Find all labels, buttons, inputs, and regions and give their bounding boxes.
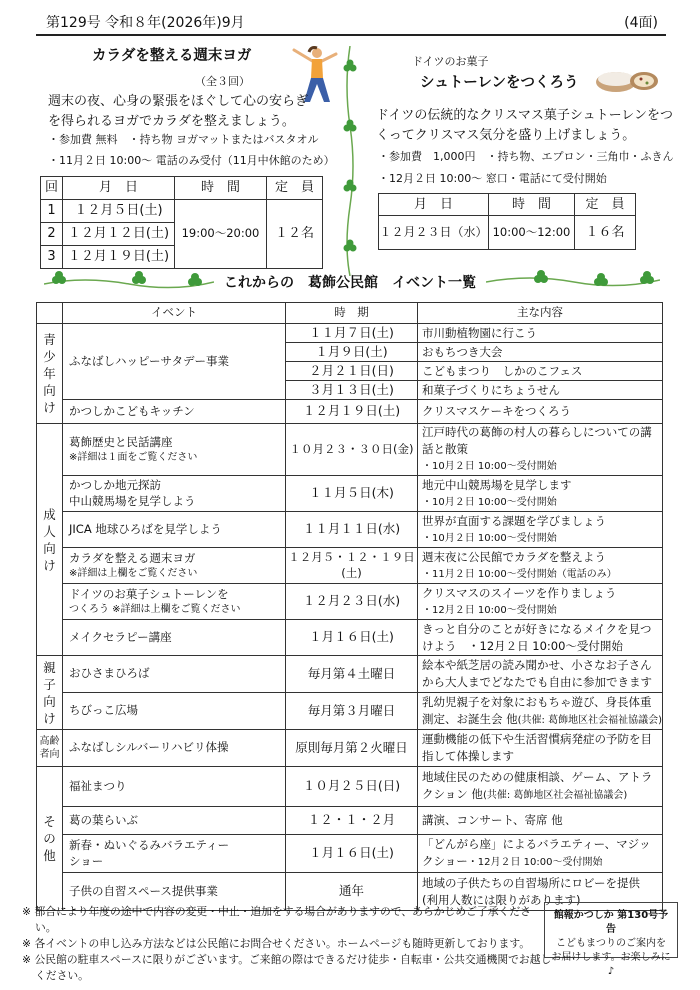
event-desc: 地域の子供たちの自習場所にロビーを提供 (利用人数には限りがあります) — [418, 873, 663, 911]
yoga-subtitle: （全３回） — [195, 75, 250, 88]
col-header: イベント — [63, 303, 286, 324]
category-adult: 成人向け — [37, 424, 63, 656]
event-name: ふなばしシルバーリハビリ体操 — [63, 730, 286, 767]
category-senior: 高齢者向 — [37, 730, 63, 767]
stollen-capacity: １６名 — [575, 216, 636, 250]
event-when: 毎月第３月曜日 — [286, 693, 418, 730]
event-when: １２月２３日(水) — [286, 584, 418, 620]
event-desc: 「どんがら座」によるバラエティー、マジックショー・12月２日 10:00～受付開始 — [418, 835, 663, 873]
event-desc: 市川動植物園に行こう — [418, 324, 663, 343]
event-desc: 江戸時代の葛飾の村人の暮らしについての講話と散策 ・10月２日 10:00～受付開始 — [418, 424, 663, 476]
event-when: １０月２５日(日) — [286, 767, 418, 807]
col-header: 定 員 — [575, 194, 636, 216]
col-header: 回 — [41, 177, 63, 200]
event-desc: クリスマスケーキをつくろう — [418, 400, 663, 424]
session-no: 3 — [41, 246, 63, 269]
stollen-schedule-table — [378, 193, 636, 250]
event-name: 福祉まつり — [63, 767, 286, 807]
event-desc: きっと自分のことが好きになるメイクを見つけよう ・12月２日 10:00～受付開始 — [418, 620, 663, 656]
stollen-time: 10:00～12:00 — [489, 216, 575, 250]
category-parent: 親子向け — [37, 656, 63, 730]
col-header: 月 日 — [63, 177, 175, 200]
session-capacity: １２名 — [267, 200, 323, 269]
stollen-subtitle: ドイツのお菓子 — [412, 55, 489, 68]
yoga-reception-info: ・11月２日 10:00～ 電話のみ受付（11月中休館のため） — [48, 154, 335, 167]
col-header: 時 間 — [489, 194, 575, 216]
page-header — [36, 6, 666, 36]
session-date: １２月５日(土) — [63, 200, 175, 223]
event-desc: こどもまつり しかのこフェス — [418, 362, 663, 381]
event-desc: 講演、コンサート、寄席 他 — [418, 807, 663, 835]
event-name: JICA 地球ひろばを見学しよう — [63, 512, 286, 548]
event-when: 原則毎月第２火曜日 — [286, 730, 418, 767]
event-when: １１月１１日(水) — [286, 512, 418, 548]
event-when: １月１６日(土) — [286, 835, 418, 873]
session-no: 1 — [41, 200, 63, 223]
event-when: １１月７日(土) — [286, 324, 418, 343]
category-youth: 青少年向け — [37, 324, 63, 424]
promo-line: こどもまつりのご案内を — [556, 938, 666, 949]
event-when: 通年 — [286, 873, 418, 911]
event-when: ２月２１日(日) — [286, 362, 418, 381]
event-name: かつしか地元探訪 中山競馬場を見学しよう — [63, 476, 286, 512]
event-when: １２月１９日(土) — [286, 400, 418, 424]
page-number: (4面) — [624, 15, 658, 31]
clover-vine-decoration — [340, 46, 360, 276]
event-name: おひさまひろば — [63, 656, 286, 693]
col-header: 時 間 — [175, 177, 267, 200]
event-desc: 地元中山競馬場を見学します ・10月２日 10:00～受付開始 — [418, 476, 663, 512]
event-name: 子供の自習スペース提供事業 — [63, 873, 286, 911]
col-header: 月 日 — [379, 194, 489, 216]
clover-vine-right — [486, 270, 660, 292]
event-desc: 地域住民のための健康相談、ゲーム、アトラクション 他(共催: 葛飾地区社会福祉協議会) — [418, 767, 663, 807]
event-name: ふなばしハッピーサタデー事業 — [63, 324, 286, 400]
event-when: １１月５日(木) — [286, 476, 418, 512]
stollen-description: ドイツの伝統的なクリスマス菓子シュトーレンをつくってクリスマス気分を盛り上げましょう。 — [376, 108, 673, 143]
clover-vine-left — [44, 270, 214, 292]
yoga-title: カラダを整える週末ヨガ — [92, 48, 252, 64]
events-title: これからの 葛飾公民館 イベント一覧 — [224, 275, 476, 291]
promo-line: お届けします。お楽しみに♪ — [551, 952, 671, 977]
event-desc: 乳幼児親子を対象におもちゃ遊び、身長体重測定、お誕生会 他(共催: 葛飾地区社会福祉協議会) — [418, 693, 663, 730]
event-when: １０月２３・３０日(金) — [286, 424, 418, 476]
event-when: １月１６日(土) — [286, 620, 418, 656]
yoga-description: 週末の夜、心身の緊張をほぐして心の安らぎを得られるヨガでカラダを整えましょう。 — [48, 94, 309, 129]
event-desc: 運動機能の低下や生活習慣病発症の予防を目指して体操します — [418, 730, 663, 767]
yoga-schedule-table — [40, 176, 323, 269]
session-time: 19:00～20:00 — [175, 200, 267, 269]
stollen-illustration — [592, 56, 662, 96]
next-issue-promo — [544, 902, 678, 977]
issue-label: 第129号 令和８年(2026年)9月 — [46, 15, 245, 31]
stollen-reception-info: ・12月２日 10:00～ 窓口・電話にて受付開始 — [378, 172, 607, 185]
col-header-blank — [37, 303, 63, 324]
event-when: １２・１・２月 — [286, 807, 418, 835]
note-item: ※ 各イベントの申し込み方法などは公民館にお問合せください。ホームページも随時更新しております。 — [22, 937, 531, 950]
stollen-fee-info: ・参加費 1,000円 ・持ち物、エプロン・三角巾・ふきん — [378, 150, 674, 163]
event-name: 葛の葉らいぶ — [63, 807, 286, 835]
event-name: 葛飾歴史と民話講座 ※詳細は１面をご覧ください — [63, 424, 286, 476]
session-date: １２月１９日(土) — [63, 246, 175, 269]
event-name: かつしかこどもキッチン — [63, 400, 286, 424]
event-name: 新春・ぬいぐるみバラエティー ショー — [63, 835, 286, 873]
event-name: ドイツのお菓子シュトーレンを つくろう ※詳細は上欄をご覧ください — [63, 584, 286, 620]
stollen-title: シュトーレンをつくろう — [420, 75, 579, 91]
yoga-fee-info: ・参加費 無料 ・持ち物 ヨガマットまたはバスタオル — [48, 133, 319, 146]
event-when: 毎月第４土曜日 — [286, 656, 418, 693]
event-desc: 週末夜に公民館でカラダを整えよう ・11月２日 10:00～受付開始（電話のみ） — [418, 548, 663, 584]
event-when: １２月５・１２・１９日(土) — [286, 548, 418, 584]
event-desc: クリスマスのスイーツを作りましょう ・12月２日 10:00～受付開始 — [418, 584, 663, 620]
col-header: 主な内容 — [418, 303, 663, 324]
event-desc: 絵本や紙芝居の読み聞かせ、小さなお子さんから大人までどなたでも自由に参加できます — [418, 656, 663, 693]
col-header: 定 員 — [267, 177, 323, 200]
events-table — [36, 302, 663, 911]
promo-title: 館報かつしか 第130号予告 — [553, 910, 669, 935]
note-item: ※ 公民館の駐車スペースに限りがございます。ご来館の際はできるだけ徒歩・自転車・公共交通機関でお越しください。 — [22, 953, 552, 982]
event-when: ３月１３日(土) — [286, 381, 418, 400]
event-name: メイクセラピー講座 — [63, 620, 286, 656]
session-date: １２月１２日(土) — [63, 223, 175, 246]
event-desc: 世界が直面する課題を学びましょう ・10月２日 10:00～受付開始 — [418, 512, 663, 548]
footer-notes — [22, 904, 552, 984]
session-no: 2 — [41, 223, 63, 246]
event-when: １月９日(土) — [286, 343, 418, 362]
event-desc: おもちつき大会 — [418, 343, 663, 362]
event-desc: 和菓子づくりにちょうせん — [418, 381, 663, 400]
event-name: ちびっこ広場 — [63, 693, 286, 730]
col-header: 時 期 — [286, 303, 418, 324]
event-name: カラダを整える週末ヨガ ※詳細は上欄をご覧ください — [63, 548, 286, 584]
category-other: その他 — [37, 767, 63, 911]
stollen-date: １２月２３日（水） — [379, 216, 489, 250]
note-item: ※ 都合により年度の途中で内容の変更・中止・追加をする場合がありますので、あらかじめご了承ください。 — [22, 905, 531, 934]
